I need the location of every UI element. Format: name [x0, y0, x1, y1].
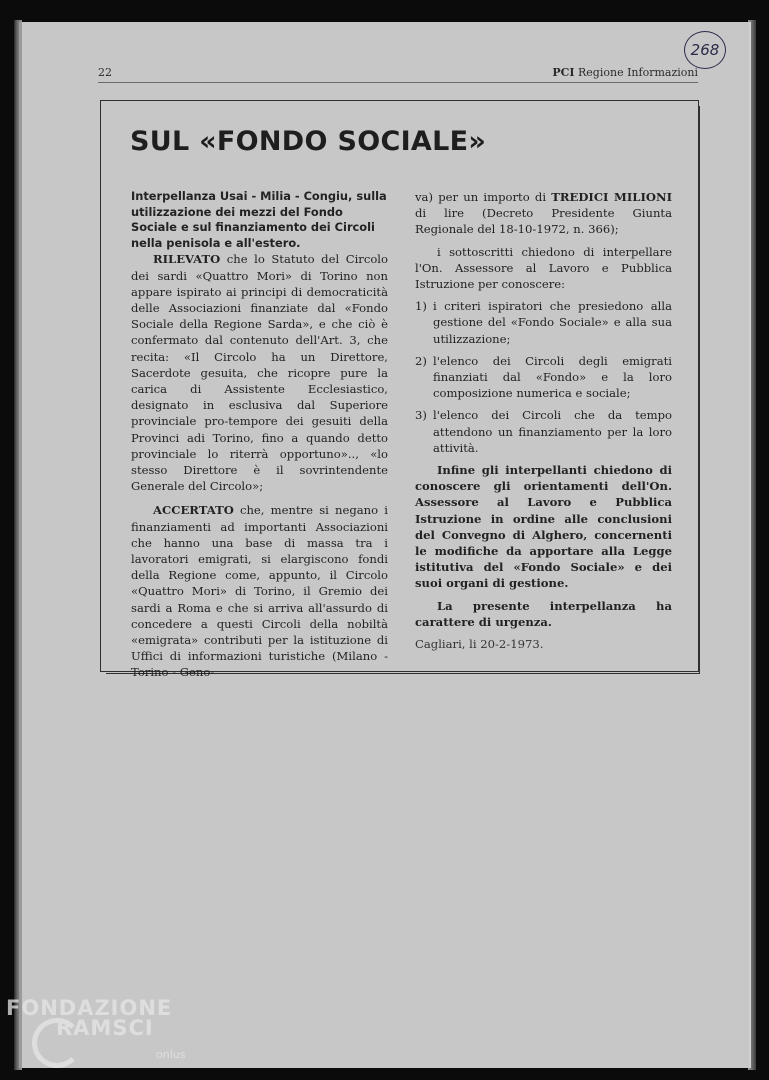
continuation-end: di lire (Decreto Presidente Giunta Regionale del 18-10-1972, n. 366);: [415, 206, 672, 237]
running-title: [552, 66, 698, 79]
continuation-start: va) per un importo di: [415, 190, 552, 204]
paragraph-rilevato-text: che lo Statuto del Circolo dei sardi «Quattro Mori» di Torino non appare ispirato ai principi di democraticità delle Associazioni finanziate dal «Fondo Sociale della Regione Sarda», e che ciò è confermato dal contenuto dell'Art. 3, che recita: «Il Circolo ha un Direttore, Sacerdote gesuita, che ricopre pure la carica di Assistente Ecclesiastico, designato in esclusiva dal Superiore provinciale pro-tempore dei gesuiti della Provinci adi Torino, fino a quando detto provinciale lo riterrà opportuno».., «lo stesso Direttore è il sovrintendente Generale del Circolo»;: [131, 252, 388, 494]
list-item: [415, 298, 672, 347]
paragraph-request: i sottoscritti chiedono di interpellare l'On. Assessore al Lavoro e Pubblica Istruzione per conoscere:: [415, 244, 672, 292]
list-item-text: l'elenco dei Circoli degli emigrati finanziati dal «Fondo» e la loro composizione numerica e sociale;: [433, 353, 672, 401]
paragraph-closing-1: Infine gli interpellanti chiedono di conoscere gli orientamenti dell'On. Assessore al Lavoro e Pubblica Istruzione in ordine alle conclusioni del Convegno di Alghero, concernenti le modifiche da apportare alla Legge istitutiva del «Fondo Sociale» e dei suoi organi di gestione.: [415, 463, 672, 591]
watermark-line-1: FONDAZIONE: [6, 996, 173, 1020]
keyword-rilevato: RILEVATO: [153, 252, 221, 267]
article-lead: Interpellanza Usai - Milia - Congiu, sulla utilizzazione dei mezzi del Fondo Sociale e sul finanziamento dei Circoli nella penisola e all'estero.: [131, 189, 387, 250]
running-title-rest: Regione Informazioni: [574, 66, 698, 79]
list-item-number: 2): [415, 353, 427, 368]
paragraph-closing-2: La presente interpellanza ha carattere di urgenza.: [415, 598, 672, 629]
list-item: [415, 353, 672, 402]
right-column: [415, 189, 672, 652]
list-item: [415, 407, 672, 456]
page-number: 22: [98, 66, 112, 79]
left-column: [131, 189, 388, 689]
paragraph-accertato-text: che, mentre si negano i finanziamenti ad importanti Associazioni che hanno una base di massa tra i lavoratori emigrati, si elargiscono fondi della Regione come, appunto, il Circolo «Quattro Mori» di Torino, il Gremio dei sardi a Roma e che si arriva all'assurdo di concedere a questi Circoli della nobiltà «emigrata» contributi per la istituzione di Uffici di informazioni turistiche (Milano - Torino - Geno-: [131, 503, 388, 680]
signoff-date: Cagliari, li 20-2-1973.: [415, 637, 544, 652]
paragraph-accertato: [131, 502, 388, 680]
amount-tredici-milioni: TREDICI MILIONI: [551, 190, 672, 204]
paragraph-continuation: [415, 189, 672, 238]
article-title: SUL «FONDO SOCIALE»: [130, 126, 487, 157]
keyword-accertato: ACCERTATO: [153, 503, 234, 518]
paragraph-rilevato: [131, 251, 388, 494]
watermark-line-2: RAMSCI: [56, 1016, 154, 1040]
list-item-number: 3): [415, 408, 427, 423]
list-item-text: l'elenco dei Circoli che da tempo attendono un finanziamento per la loro attività.: [433, 408, 672, 455]
list-item-text: i criteri ispiratori che presiedono alla gestione del «Fondo Sociale» e alla sua utilizzazione;: [433, 299, 672, 346]
watermark-suffix: onlus: [156, 1048, 186, 1061]
archive-number-stamp: 268: [684, 31, 726, 69]
page-right-edge: [748, 20, 756, 1070]
running-title-bold: PCI: [552, 66, 575, 79]
page-header: [98, 66, 698, 83]
page-left-edge: [14, 20, 22, 1070]
list-item-number: 1): [415, 299, 427, 314]
